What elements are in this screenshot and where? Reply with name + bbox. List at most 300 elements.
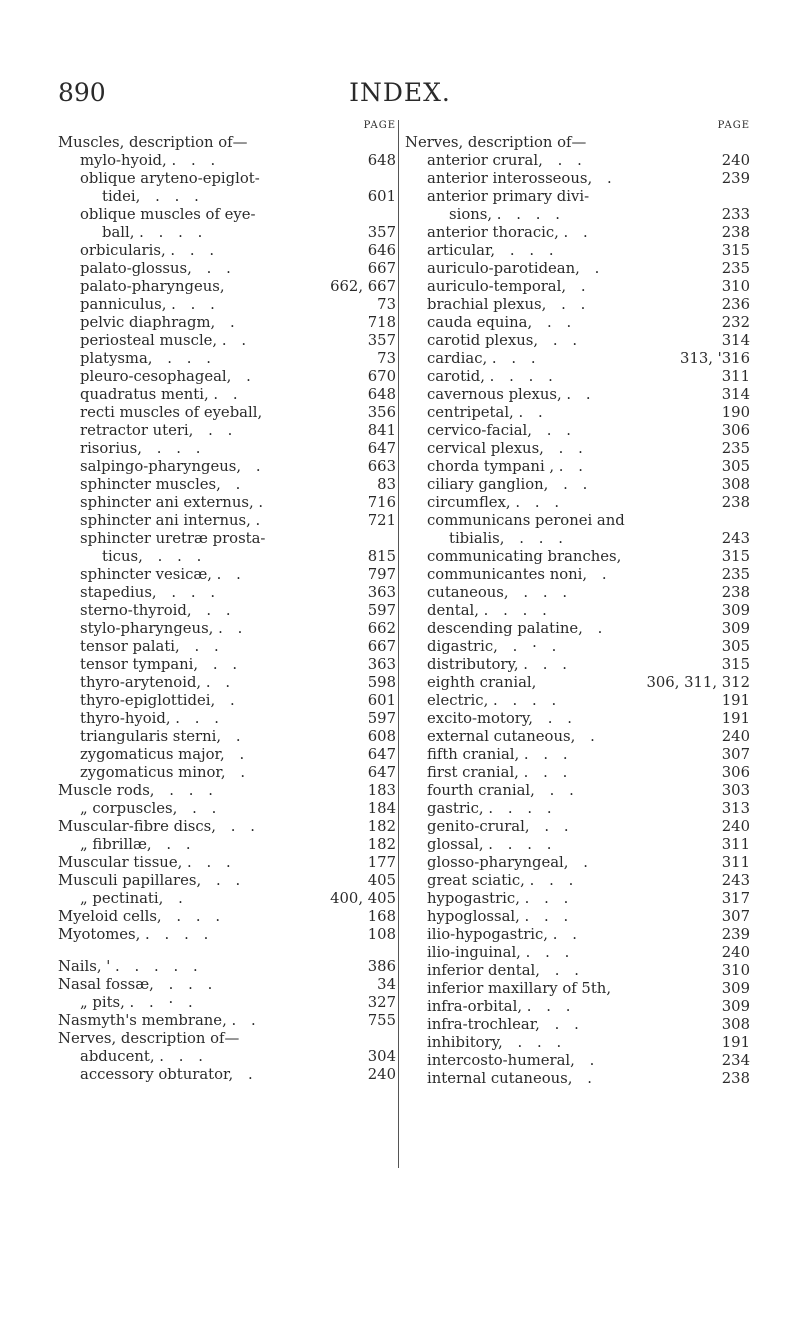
entry-page-ref: 400, 405 [330,890,396,907]
entry-term: anterior crural, . . [427,152,582,169]
entry-page-ref: 363 [367,584,396,601]
entry-page-ref: 315 [721,656,750,673]
entry-term: tensor palati, . . [80,638,219,655]
entry-page-ref: 647 [367,764,396,781]
index-entry [58,458,396,476]
entry-term: Nerves, description of— [405,134,587,151]
running-header [0,78,800,108]
entry-term: tibialis, . . . [449,530,563,547]
entry-term: triangularis sterni, . [80,728,241,745]
entry-page-ref: 240 [721,944,750,961]
entry-page-ref: 601 [367,692,396,709]
entry-term: carotid plexus, . . [427,332,578,349]
index-entry [58,1048,396,1066]
entry-page-ref: 303 [721,782,750,799]
entry-term: descending palatine, . [427,620,603,637]
index-entry [405,314,750,332]
entry-page-ref: 168 [367,908,396,925]
entry-term: Musculi papillares, . . [58,872,241,889]
entry-term: eighth cranial, [427,674,537,691]
entry-page-ref: 34 [377,976,396,993]
column-divider [398,120,399,1168]
index-entry [58,476,396,494]
entry-term: periosteal muscle, . . [80,332,247,349]
entry-page-ref: 670 [367,368,396,385]
entry-term: auriculo-parotidean, . [427,260,600,277]
index-entry [405,638,750,656]
index-entry [405,584,750,602]
entry-page-ref: 235 [721,566,750,583]
index-entry [405,674,750,692]
entry-page-ref: 240 [721,152,750,169]
entry-page-ref: 308 [721,1016,750,1033]
entry-term: Myeloid cells, . . . [58,908,221,925]
entry-term: pleuro-cesophageal, . [80,368,251,385]
entry-term: ticus, . . . [102,548,202,565]
entry-page-ref: 356 [367,404,396,421]
entry-term: retractor uteri, . . [80,422,233,439]
entry-page-ref: 183 [367,782,396,799]
entry-term: genito-crural, . . [427,818,569,835]
entry-term: accessory obturator, . [80,1066,253,1083]
entry-page-ref: 667 [367,638,396,655]
entry-term: zygomaticus minor, . [80,764,246,781]
index-entry [405,350,750,368]
entry-term: salpingo-pharyngeus, . [80,458,261,475]
index-entry [405,836,750,854]
index-entry [58,548,396,566]
index-entry [58,800,396,818]
entry-page-ref: 314 [721,386,750,403]
entry-term: fourth cranial, . . [427,782,574,799]
index-entry [58,242,396,260]
entry-term: orbicularis, . . . [80,242,215,259]
entry-term: external cutaneous, . [427,728,595,745]
entry-term: anterior thoracic, . . [427,224,588,241]
entry-page-ref: 235 [721,440,750,457]
entry-page-ref: 357 [367,224,396,241]
entry-term: first cranial, . . . [427,764,568,781]
entry-page-ref: 236 [721,296,750,313]
entry-page-ref: 597 [367,710,396,727]
entry-page-ref: 648 [367,152,396,169]
entry-term: intercosto-humeral, . [427,1052,595,1069]
entry-page-ref: 306 [721,422,750,439]
entry-page-ref: 841 [367,422,396,439]
entry-page-ref: 716 [367,494,396,511]
entry-term: oblique muscles of eye- [80,206,256,223]
entry-term: articular, . . . [427,242,554,259]
entry-term: sphincter vesicæ, . . [80,566,241,583]
entry-term: sphincter uretræ prosta- [80,530,266,547]
entry-term: carotid, . . . . [427,368,553,385]
entry-page-ref: 232 [721,314,750,331]
index-entry [405,242,750,260]
entry-term: „ corpuscles, . . [80,800,217,817]
index-entry [58,404,396,422]
entry-term: circumflex, . . . [427,494,560,511]
index-entry [405,296,750,314]
index-entry [58,512,396,530]
entry-page-ref: 327 [367,994,396,1011]
entry-term: panniculus, . . . [80,296,215,313]
entry-term: internal cutaneous, . [427,1070,592,1087]
index-entry [405,854,750,872]
entry-term: communicantes noni, . [427,566,607,583]
entry-term: cavernous plexus, . . [427,386,591,403]
entry-page-ref: 306 [721,764,750,781]
entry-term: gastric, . . . . [427,800,552,817]
entry-term: cauda equina, . . [427,314,572,331]
index-entry [405,206,750,224]
entry-term: „ fibrillæ, . . [80,836,191,853]
entry-page-ref: 308 [721,476,750,493]
index-entry [405,944,750,962]
index-entry [405,998,750,1016]
entry-term: cutaneous, . . . [427,584,568,601]
entry-page-ref: 182 [367,818,396,835]
index-entry [405,890,750,908]
index-entry [405,260,750,278]
index-entry [58,494,396,512]
entry-term: pelvic diaphragm, . [80,314,235,331]
entry-page-ref: 184 [367,800,396,817]
entry-term: sphincter ani internus, . [80,512,261,529]
entry-page-ref: 307 [721,908,750,925]
index-entry [405,494,750,512]
entry-term: thyro-arytenoid, . . [80,674,231,691]
index-entry [405,908,750,926]
index-entry [58,656,396,674]
entry-term: „ pectinati, . [80,890,183,907]
entry-page-ref: 314 [721,332,750,349]
entry-page-ref: 243 [721,872,750,889]
entry-page-ref: 597 [367,602,396,619]
entry-term: tidei, . . . [102,188,199,205]
index-entry [58,908,396,926]
entry-term: fifth cranial, . . . [427,746,568,763]
entry-page-ref: 238 [721,584,750,601]
entry-term: zygomaticus major, . [80,746,245,763]
entry-term: Nerves, description of— [58,1030,240,1047]
entry-page-ref: 363 [367,656,396,673]
entry-term: platysma, . . . [80,350,211,367]
index-entry [405,980,750,998]
index-entry [58,386,396,404]
index-entry [58,746,396,764]
index-entry [58,1030,396,1048]
entry-page-ref: 315 [721,548,750,565]
entry-page-ref: 307 [721,746,750,763]
entry-page-ref: 309 [721,620,750,637]
running-title: INDEX. [349,78,451,107]
entry-term: glosso-pharyngeal, . [427,854,588,871]
entry-page-ref: 240 [367,1066,396,1083]
index-entry [405,278,750,296]
index-entry [58,332,396,350]
index-entry [405,1016,750,1034]
index-entry [405,872,750,890]
entry-term: tensor tympani, . . [80,656,238,673]
entry-term: hypogastric, . . . [427,890,569,907]
index-entry [58,422,396,440]
index-entry [405,188,750,206]
entry-page-ref: 239 [721,170,750,187]
entry-term: mylo-hyoid, . . . [80,152,216,169]
entry-term: digastric, . · . [427,638,557,655]
index-entry [58,836,396,854]
entry-page-ref: 309 [721,998,750,1015]
index-entry [58,620,396,638]
entry-term: chorda tympani , . . [427,458,584,475]
entry-term: infra-trochlear, . . [427,1016,579,1033]
entry-term: Nasal fossæ, . . . [58,976,213,993]
index-entry [405,656,750,674]
index-entry [405,548,750,566]
entry-page-ref: 313 [721,800,750,817]
entry-term: excito-motory, . . [427,710,572,727]
index-entry [58,584,396,602]
index-entry [405,566,750,584]
entry-term: anterior primary divi- [427,188,590,205]
entry-page-ref: 608 [367,728,396,745]
entry-page-ref: 648 [367,386,396,403]
entry-page-ref: 662 [367,620,396,637]
entry-page-ref: 718 [367,314,396,331]
index-entry [405,692,750,710]
index-entry [405,782,750,800]
entry-page-ref: 663 [367,458,396,475]
entry-term: great sciatic, . . . [427,872,574,889]
index-entry [405,404,750,422]
index-entry [405,926,750,944]
entry-term: thyro-hyoid, . . . [80,710,219,727]
entry-page-ref: 305 [721,458,750,475]
entry-term: distributory, . . . [427,656,567,673]
entry-term: recti muscles of eyeball, [80,404,263,421]
entry-page-ref: 191 [721,692,750,709]
entry-page-ref: 310 [721,962,750,979]
entry-gap [58,944,396,958]
entry-term: inhibitory, . . . [427,1034,562,1051]
index-entry [58,728,396,746]
index-entry [58,638,396,656]
entry-page-ref: 405 [367,872,396,889]
index-entry [405,1034,750,1052]
entry-term: ball, . . . . [102,224,203,241]
index-entry [58,602,396,620]
entry-term: communicating branches, [427,548,622,565]
entry-page-ref: 182 [367,836,396,853]
entry-page-ref: 190 [721,404,750,421]
entry-term: inferior dental, . . [427,962,579,979]
index-entry [405,764,750,782]
entry-term: sterno-thyroid, . . [80,602,231,619]
entry-page-ref: 191 [721,710,750,727]
entry-term: hypoglossal, . . . [427,908,569,925]
page-number: 890 [58,78,106,107]
entry-term: sions, . . . . [449,206,560,223]
entry-term: ilio-hypogastric, . . [427,926,577,943]
index-entry [405,332,750,350]
index-entry [58,566,396,584]
entry-term: ilio-inguinal, . . . [427,944,570,961]
index-entry [58,314,396,332]
entry-term: thyro-epiglottidei, . [80,692,235,709]
entry-term: cervico-facial, . . [427,422,571,439]
entry-term: stylo-pharyngeus, . . [80,620,243,637]
entry-page-ref: 73 [377,296,396,313]
index-entry [405,728,750,746]
entry-term: quadratus menti, . . [80,386,238,403]
entry-term: „ pits, . . · . [80,994,193,1011]
entry-term: palato-glossus, . . [80,260,231,277]
entry-term: centripetal, . . [427,404,543,421]
entry-page-ref: 317 [721,890,750,907]
entry-page-ref: 243 [721,530,750,547]
index-entry [405,440,750,458]
index-entry [58,350,396,368]
index-entry [58,818,396,836]
entry-page-ref: 311 [721,836,750,853]
entry-page-ref: 240 [721,818,750,835]
index-entry [405,386,750,404]
entry-page-ref: 238 [721,494,750,511]
entry-page-ref: 755 [367,1012,396,1029]
entry-page-ref: 601 [367,188,396,205]
index-entry [58,152,396,170]
index-entry [58,692,396,710]
entry-page-ref: 240 [721,728,750,745]
entry-page-ref: 108 [367,926,396,943]
index-entry [58,278,396,296]
index-entry [58,206,396,224]
index-entry [58,260,396,278]
entry-term: ciliary ganglion, . . [427,476,588,493]
entry-page-ref: 646 [367,242,396,259]
entry-page-ref: 235 [721,260,750,277]
entry-term: auriculo-temporal, . [427,278,586,295]
entry-page-ref: 234 [721,1052,750,1069]
index-entry [58,1012,396,1030]
entry-page-ref: 662, 667 [330,278,396,295]
entry-term: communicans peronei and [427,512,625,529]
entry-page-ref: 309 [721,602,750,619]
index-entry [405,1052,750,1070]
entry-term: sphincter muscles, . [80,476,241,493]
entry-term: electric, . . . . [427,692,557,709]
index-entry [58,710,396,728]
index-entry [58,854,396,872]
entry-term: infra-orbital, . . . [427,998,571,1015]
index-entry [405,476,750,494]
index-entry [405,224,750,242]
index-entry [405,962,750,980]
entry-term: Muscles, description of— [58,134,248,151]
index-entry [58,188,396,206]
entry-term: Myotomes, . . . . [58,926,209,943]
index-entry [405,818,750,836]
entry-term: Muscular-fibre discs, . . [58,818,255,835]
entry-page-ref: 177 [367,854,396,871]
index-entry [405,746,750,764]
entry-page-ref: 238 [721,224,750,241]
entry-term: risorius, . . . [80,440,201,457]
entry-page-ref: 313, '316 [680,350,750,367]
index-entry [58,440,396,458]
column-page-heading: PAGE [717,120,750,131]
entry-page-ref: 83 [377,476,396,493]
entry-page-ref: 647 [367,440,396,457]
index-entry [58,1066,396,1084]
entry-page-ref: 306, 311, 312 [646,674,750,691]
index-entry [405,530,750,548]
index-entry [58,170,396,188]
index-entry [58,224,396,242]
index-entry [405,602,750,620]
entry-page-ref: 815 [367,548,396,565]
index-entry [405,134,750,152]
entry-page-ref: 721 [367,512,396,529]
index-entry [58,872,396,890]
entry-term: Nasmyth's membrane, . . [58,1012,256,1029]
entry-page-ref: 238 [721,1070,750,1087]
index-entry [405,710,750,728]
entry-term: Nails, ' . . . . . [58,958,198,975]
entry-page-ref: 309 [721,980,750,997]
column-page-heading: PAGE [363,120,396,131]
entry-term: stapedius, . . . [80,584,216,601]
index-entry [58,976,396,994]
entry-page-ref: 305 [721,638,750,655]
index-entry [405,512,750,530]
entry-page-ref: 598 [367,674,396,691]
index-entry [58,926,396,944]
index-entry [405,620,750,638]
entry-term: brachial plexus, . . [427,296,586,313]
entry-term: palato-pharyngeus, [80,278,225,295]
index-entry [405,1070,750,1088]
index-entry [405,422,750,440]
index-entry [405,152,750,170]
entry-term: Muscle rods, . . . [58,782,214,799]
index-entry [405,800,750,818]
entry-term: inferior maxillary of 5th, [427,980,612,997]
index-column-right [405,120,750,1088]
entry-page-ref: 311 [721,368,750,385]
entry-term: sphincter ani externus, . [80,494,264,511]
index-entry [405,170,750,188]
index-entry [58,296,396,314]
entry-term: abducent, . . . [80,1048,203,1065]
entry-page-ref: 304 [367,1048,396,1065]
index-entry [405,458,750,476]
index-entry [58,674,396,692]
entry-page-ref: 797 [367,566,396,583]
entry-page-ref: 191 [721,1034,750,1051]
index-entry [58,890,396,908]
index-entry [405,368,750,386]
entry-page-ref: 667 [367,260,396,277]
entry-term: anterior interosseous, . [427,170,612,187]
entry-page-ref: 357 [367,332,396,349]
index-entry [58,994,396,1012]
entry-page-ref: 315 [721,242,750,259]
index-entry [58,782,396,800]
entry-page-ref: 233 [721,206,750,223]
entry-term: glossal, . . . . [427,836,552,853]
index-entry [58,134,396,152]
